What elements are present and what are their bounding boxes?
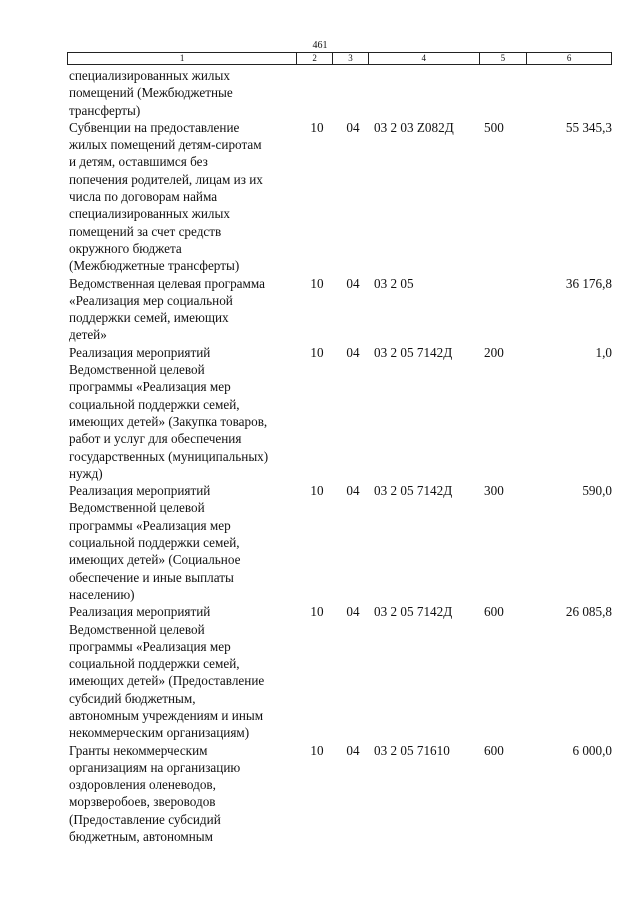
table-header-row <box>67 52 612 65</box>
target-article-code: 03 2 05 7142Д <box>374 483 453 499</box>
expense-type-code <box>482 275 522 344</box>
subsection-code: 04 <box>346 483 360 499</box>
description-line: населению) <box>69 586 135 602</box>
description-line: бюджетным, автономным <box>69 829 213 845</box>
section-code: 10 <box>310 604 324 620</box>
description-line: «Реализация мер социальной <box>69 292 233 308</box>
description-line: Реализация мероприятий <box>69 483 211 499</box>
description-line: социальной поддержки семей, <box>69 656 240 672</box>
description-line: попечения родителей, лицам из их <box>69 171 263 187</box>
description-line: программы «Реализация мер <box>69 517 231 533</box>
expense-type-code <box>482 67 522 119</box>
row-description <box>67 482 299 603</box>
description-line: и детям, оставшимся без <box>69 154 208 170</box>
subsection-code: 04 <box>346 344 360 360</box>
section-code: 10 <box>310 119 324 135</box>
description-line: Ведомственной целевой <box>69 621 205 637</box>
column-header-2: 2 <box>297 53 333 64</box>
section-code: 10 <box>310 483 324 499</box>
description-line: программы «Реализация мер <box>69 379 231 395</box>
description-line: трансферты) <box>69 102 141 118</box>
column-header-5: 5 <box>480 53 528 64</box>
section-code: 10 <box>310 344 324 360</box>
subsection-code: 04 <box>346 604 360 620</box>
description-line: окружного бюджета <box>69 240 182 256</box>
description-line: обеспечение и иные выплаты <box>69 569 234 585</box>
description-line: Гранты некоммерческим <box>69 742 208 758</box>
description-line: программы «Реализация мер <box>69 638 231 654</box>
description-line: Ведомственной целевой <box>69 500 205 516</box>
table-row <box>67 344 612 482</box>
description-line: имеющих детей» (Закупка товаров, <box>69 413 268 429</box>
table-row <box>67 275 612 344</box>
page-number: 461 <box>312 40 328 51</box>
description-line: некоммерческим организациям) <box>69 725 250 741</box>
column-header-6: 6 <box>566 53 572 63</box>
row-description <box>67 67 299 119</box>
expense-type-code: 200 <box>484 344 504 360</box>
target-article-code: 03 2 05 <box>374 275 414 291</box>
amount: 26 085,8 <box>565 604 612 620</box>
expense-type-code: 600 <box>484 604 504 620</box>
row-description <box>67 344 299 482</box>
table-row <box>67 67 612 119</box>
subsection-code: 04 <box>346 742 360 758</box>
column-header-1: 1 <box>68 53 297 64</box>
table-row <box>67 742 612 846</box>
description-line: помещений за счет средств <box>69 223 222 239</box>
description-line: (Предоставление субсидий <box>69 811 221 827</box>
subsection-code: 04 <box>346 119 360 135</box>
amount: 6 000,0 <box>572 742 612 758</box>
description-line: детей» <box>69 327 107 343</box>
description-line: государственных (муниципальных) <box>69 448 269 464</box>
description-line: работ и услуг для обеспечения <box>69 431 242 447</box>
description-line: поддержки семей, имеющих <box>69 310 229 326</box>
row-description <box>67 119 299 275</box>
amount <box>522 67 612 119</box>
amount: 590,0 <box>582 483 612 499</box>
description-line: жилых помещений детям-сиротам <box>69 137 262 153</box>
description-line: Ведомственная целевая программа <box>69 275 265 291</box>
target-article-code: 03 2 05 7142Д <box>374 604 453 620</box>
description-line: морзверобоев, звероводов <box>69 794 216 810</box>
description-line: помещений (Межбюджетные <box>69 85 233 101</box>
row-description <box>67 275 299 344</box>
row-description <box>67 742 299 846</box>
table-row <box>67 119 612 275</box>
subsection-code <box>335 67 371 119</box>
section-code: 10 <box>310 275 324 291</box>
description-line: имеющих детей» (Социальное <box>69 552 241 568</box>
description-line: (Межбюджетные трансферты) <box>69 258 240 274</box>
description-line: организациям на организацию <box>69 759 241 775</box>
description-line: субсидий бюджетным, <box>69 690 196 706</box>
expense-type-code: 300 <box>484 483 504 499</box>
target-article-code <box>371 67 482 119</box>
section-code: 10 <box>310 742 324 758</box>
table-row <box>67 603 612 741</box>
description-line: социальной поддержки семей, <box>69 535 240 551</box>
description-line: Ведомственной целевой <box>69 362 205 378</box>
table-row <box>67 482 612 603</box>
expense-type-code: 600 <box>484 742 504 758</box>
description-line: Реализация мероприятий <box>69 604 211 620</box>
target-article-code: 03 2 05 7142Д <box>374 344 453 360</box>
target-article-code: 03 2 05 71610 <box>374 742 450 758</box>
row-description <box>67 603 299 741</box>
description-line: специализированных жилых <box>69 206 230 222</box>
description-line: Реализация мероприятий <box>69 344 211 360</box>
amount: 55 345,3 <box>565 119 612 135</box>
column-header-3: 3 <box>333 53 369 64</box>
budget-table-body <box>67 67 612 845</box>
description-line: социальной поддержки семей, <box>69 396 240 412</box>
description-line: специализированных жилых <box>69 68 230 83</box>
description-line: имеющих детей» (Предоставление <box>69 673 265 689</box>
description-line: Субвенции на предоставление <box>69 119 240 135</box>
description-line: числа по договорам найма <box>69 189 218 205</box>
amount: 36 176,8 <box>565 275 612 291</box>
section-code <box>299 67 335 119</box>
target-article-code: 03 2 03 Z082Д <box>374 119 454 135</box>
description-line: автономным учреждениям и иным <box>69 707 264 723</box>
description-line: оздоровления оленеводов, <box>69 777 216 793</box>
column-header-4: 4 <box>369 53 480 64</box>
subsection-code: 04 <box>346 275 360 291</box>
description-line: нужд) <box>69 465 103 481</box>
amount: 1,0 <box>595 344 612 360</box>
expense-type-code: 500 <box>484 119 504 135</box>
